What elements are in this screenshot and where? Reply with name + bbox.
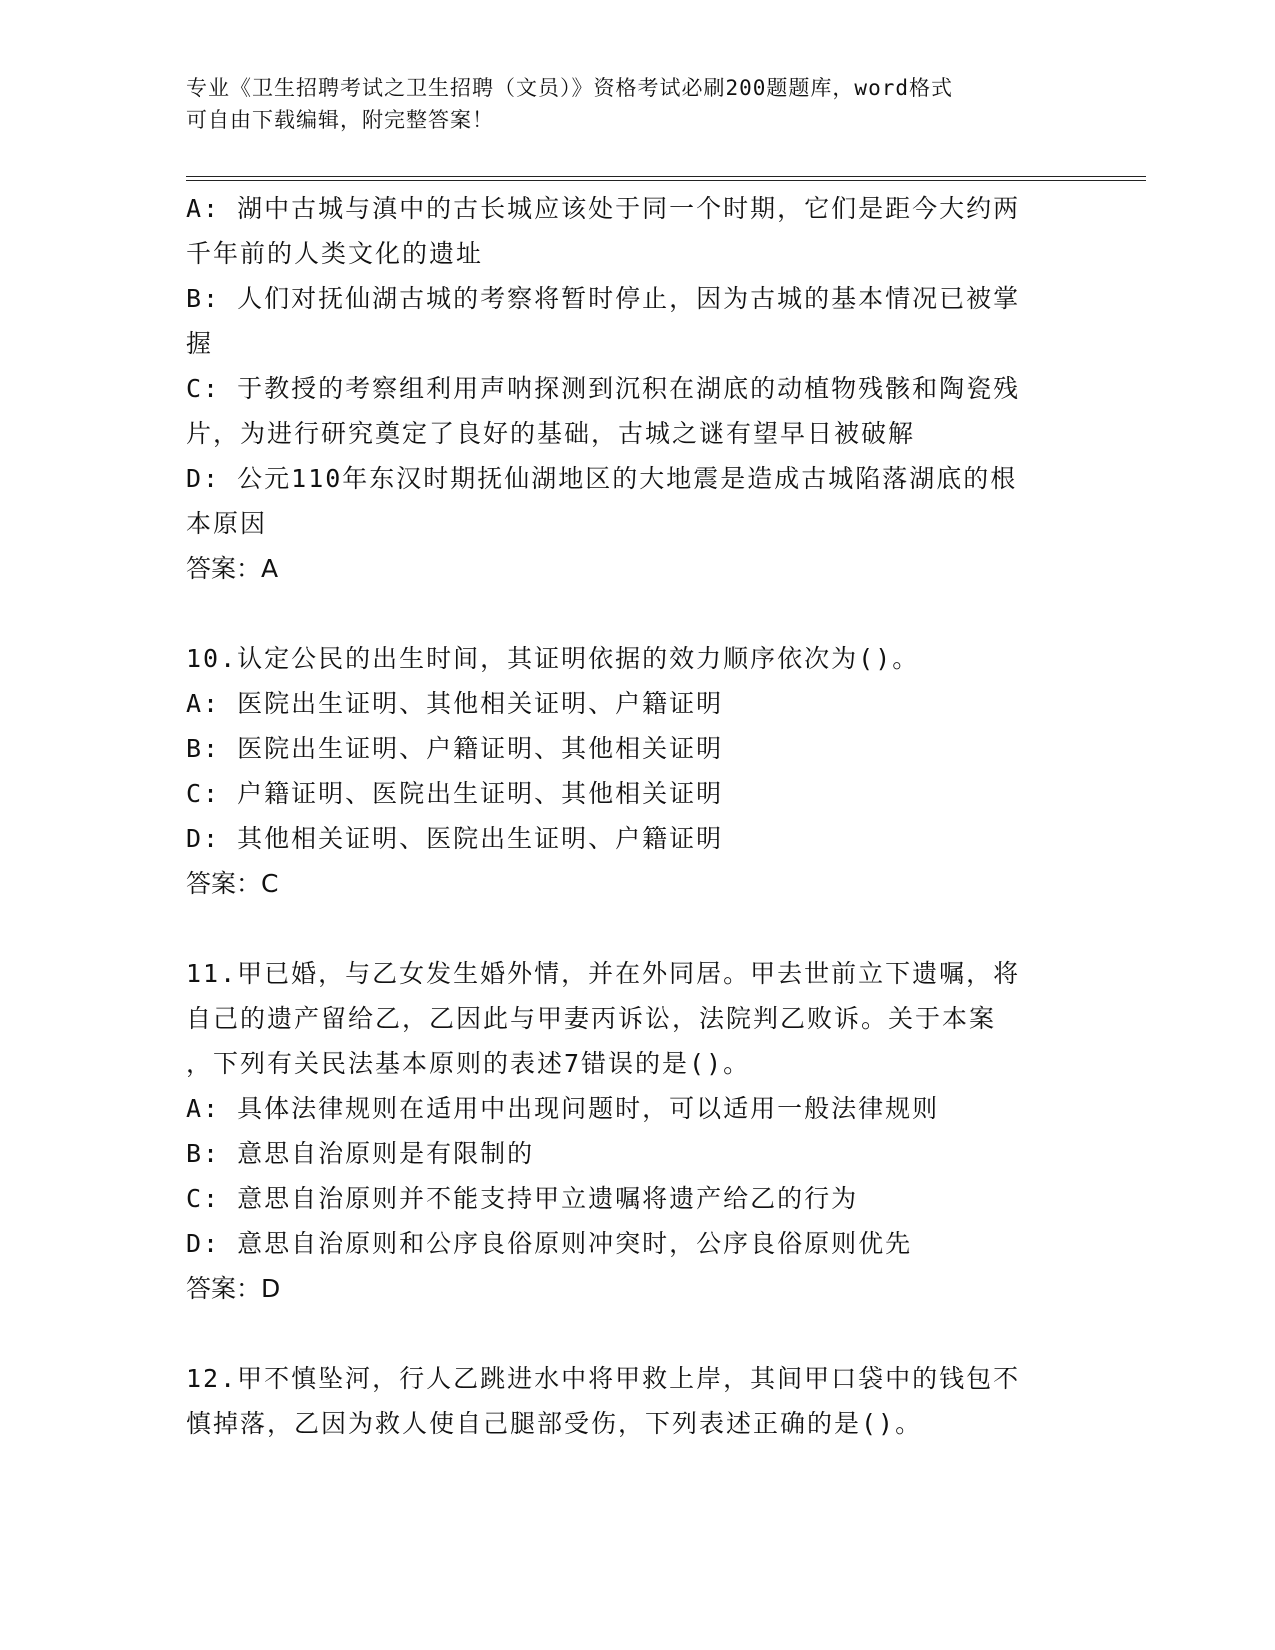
answer-text: 答案：C [186, 869, 279, 898]
page-header [186, 72, 1086, 136]
spacer [186, 591, 1086, 636]
question-block [186, 1356, 1086, 1446]
option-text: D: 意思自治原则和公序良俗原则冲突时，公序良俗原则优先 [186, 1229, 913, 1258]
question-text: 11.甲已婚，与乙女发生婚外情，并在外同居。甲去世前立下遗嘱，将 [186, 959, 1021, 988]
option-text: D: 其他相关证明、医院出生证明、户籍证明 [186, 824, 724, 853]
question-text: 自己的遗产留给乙，乙因此与甲妻丙诉讼，法院判乙败诉。关于本案 [186, 1004, 997, 1033]
question-text: 慎掉落，乙因为救人使自己腿部受伤，下列表述正确的是()。 [186, 1409, 923, 1438]
header-line: 专业《卫生招聘考试之卫生招聘（文员）》资格考试必刷200题题库，word格式 [186, 76, 953, 100]
option-text: A: 湖中古城与滇中的古长城应该处于同一个时期，它们是距今大约两 [186, 194, 1021, 223]
header-divider [186, 180, 1146, 181]
question-content [186, 186, 1086, 1446]
question-block [186, 636, 1086, 906]
answer-text: 答案：A [186, 554, 279, 583]
spacer [186, 1311, 1086, 1356]
option-text: 片，为进行研究奠定了良好的基础，古城之谜有望早日被破解 [186, 419, 916, 448]
option-text: C: 户籍证明、医院出生证明、其他相关证明 [186, 779, 724, 808]
option-text: D: 公元110年东汉时期抚仙湖地区的大地震是造成古城陷落湖底的根 [186, 464, 1018, 493]
option-text: A: 医院出生证明、其他相关证明、户籍证明 [186, 689, 724, 718]
option-text: B: 医院出生证明、户籍证明、其他相关证明 [186, 734, 724, 763]
question-text: 10.认定公民的出生时间，其证明依据的效力顺序依次为()。 [186, 644, 920, 673]
option-text: 本原因 [186, 509, 268, 538]
option-text: A: 具体法律规则在适用中出现问题时，可以适用一般法律规则 [186, 1094, 940, 1123]
option-text: B: 人们对抚仙湖古城的考察将暂时停止，因为古城的基本情况已被掌 [186, 284, 1021, 313]
option-text: 握 [186, 329, 214, 358]
question-text: ，下列有关民法基本原则的表述7错误的是()。 [186, 1049, 751, 1078]
header-divider [186, 176, 1146, 177]
answer-text: 答案：D [186, 1274, 281, 1303]
option-text: C: 于教授的考察组利用声呐探测到沉积在湖底的动植物残骸和陶瓷残 [186, 374, 1021, 403]
option-text: C: 意思自治原则并不能支持甲立遗嘱将遗产给乙的行为 [186, 1184, 859, 1213]
option-text: B: 意思自治原则是有限制的 [186, 1139, 535, 1168]
question-block [186, 951, 1086, 1311]
header-line: 可自由下载编辑，附完整答案！ [186, 108, 494, 132]
option-text: 千年前的人类文化的遗址 [186, 239, 484, 268]
spacer [186, 906, 1086, 951]
question-block [186, 186, 1086, 591]
question-text: 12.甲不慎坠河，行人乙跳进水中将甲救上岸，其间甲口袋中的钱包不 [186, 1364, 1021, 1393]
